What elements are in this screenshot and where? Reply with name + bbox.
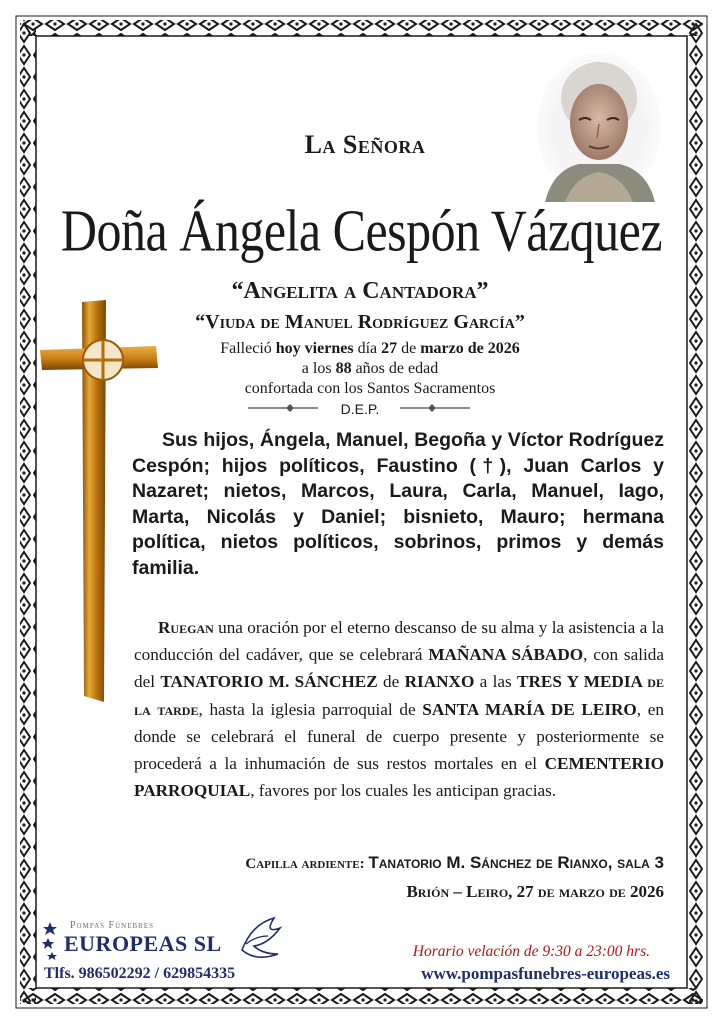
title-prefix: La Señora [304,130,426,159]
ruegan-text: , hasta la iglesia parroquial de [198,699,423,719]
age-value: 88 [335,360,352,377]
website-link[interactable]: www.pompasfunebres-europeas.es [421,964,670,983]
ruegan-text: , favores por los cuales les anticipan gracias. [250,781,557,801]
capilla-line [140,853,664,873]
company-name: EUROPEAS SL [64,931,222,956]
ruegan-text: a las [474,672,518,692]
death-text: Falleció [220,340,276,357]
visiting-hours: Horario velación de 9:30 a 23:00 hrs. [412,943,650,960]
age-text: a los [301,360,336,377]
deceased-name: Doña Ángela Cespón Vázquez [60,197,663,264]
widow-of: “Viuda de Manuel Rodríguez García” [195,311,525,333]
ruegan-time: TRES Y MEDIA de la tarde [134,672,664,719]
sacraments-line: confortada con los Santos Sacramentos [244,380,496,397]
portrait-photo [535,52,663,202]
ruegan-text: , con salida del [134,645,664,692]
ruegan-text: una oración por el eterno descanso de su alma y la asistencia a la conducción del cadáver, que se celebrará [134,618,664,665]
capilla-label: Capilla ardiente: [245,856,369,872]
family-paragraph: Sus hijos, Ángela, Manuel, Begoña y Víctor Rodríguez Cespón; hijos políticos, Faustino (†), Juan Carlos y Nazaret; nietos, Marcos, Laura, Carla, Manuel, Iago, Marta, Nicolás y Daniel; bisnieto, Mauro; hermana política, nietos políticos, sobrinos, primos y demás familia. [132,429,664,579]
death-text: día [353,340,382,357]
ruegan-lead: Ruegan [158,618,214,637]
phone-numbers: Tlfs. 986502292 / 629854335 [44,965,236,982]
company-logo [42,914,292,964]
capilla-value: Tanatorio M. Sánchez de Rianxo, sala 3 [368,853,664,872]
nickname: “Angelita a Cantadora” [231,278,489,304]
dep-label: D.E.P. [340,401,380,417]
ruegan-town: RIANXO [404,672,475,692]
age-text: años de edad [351,360,439,377]
age-line [120,360,620,378]
ruegan-day: MAÑANA SÁBADO [428,645,584,665]
ruegan-cemetery: CEMENTERIO PARROQUIAL [134,754,664,801]
death-text: de [397,340,421,357]
company-tagline: Pompas Fúnebres [70,920,154,931]
death-daynum: 27 [381,340,398,357]
place-date: Brión – Leiro, 27 de marzo de 2026 [406,882,664,901]
ruegan-tanatorio: TANATORIO M. SÁNCHEZ [160,672,378,692]
ruegan-text: , en donde se celebrará el funeral de cuerpo presente y posteriormente se procederá a la inhumación de sus restos mortales en el [134,699,664,774]
death-day: hoy viernes [275,340,354,357]
death-month-year: marzo de 2026 [420,340,520,357]
ruegan-text: de [377,672,405,692]
ruegan-church: SANTA MARÍA DE LEIRO [422,699,637,719]
death-date-line [120,340,620,358]
ruegan-paragraph [134,614,664,804]
